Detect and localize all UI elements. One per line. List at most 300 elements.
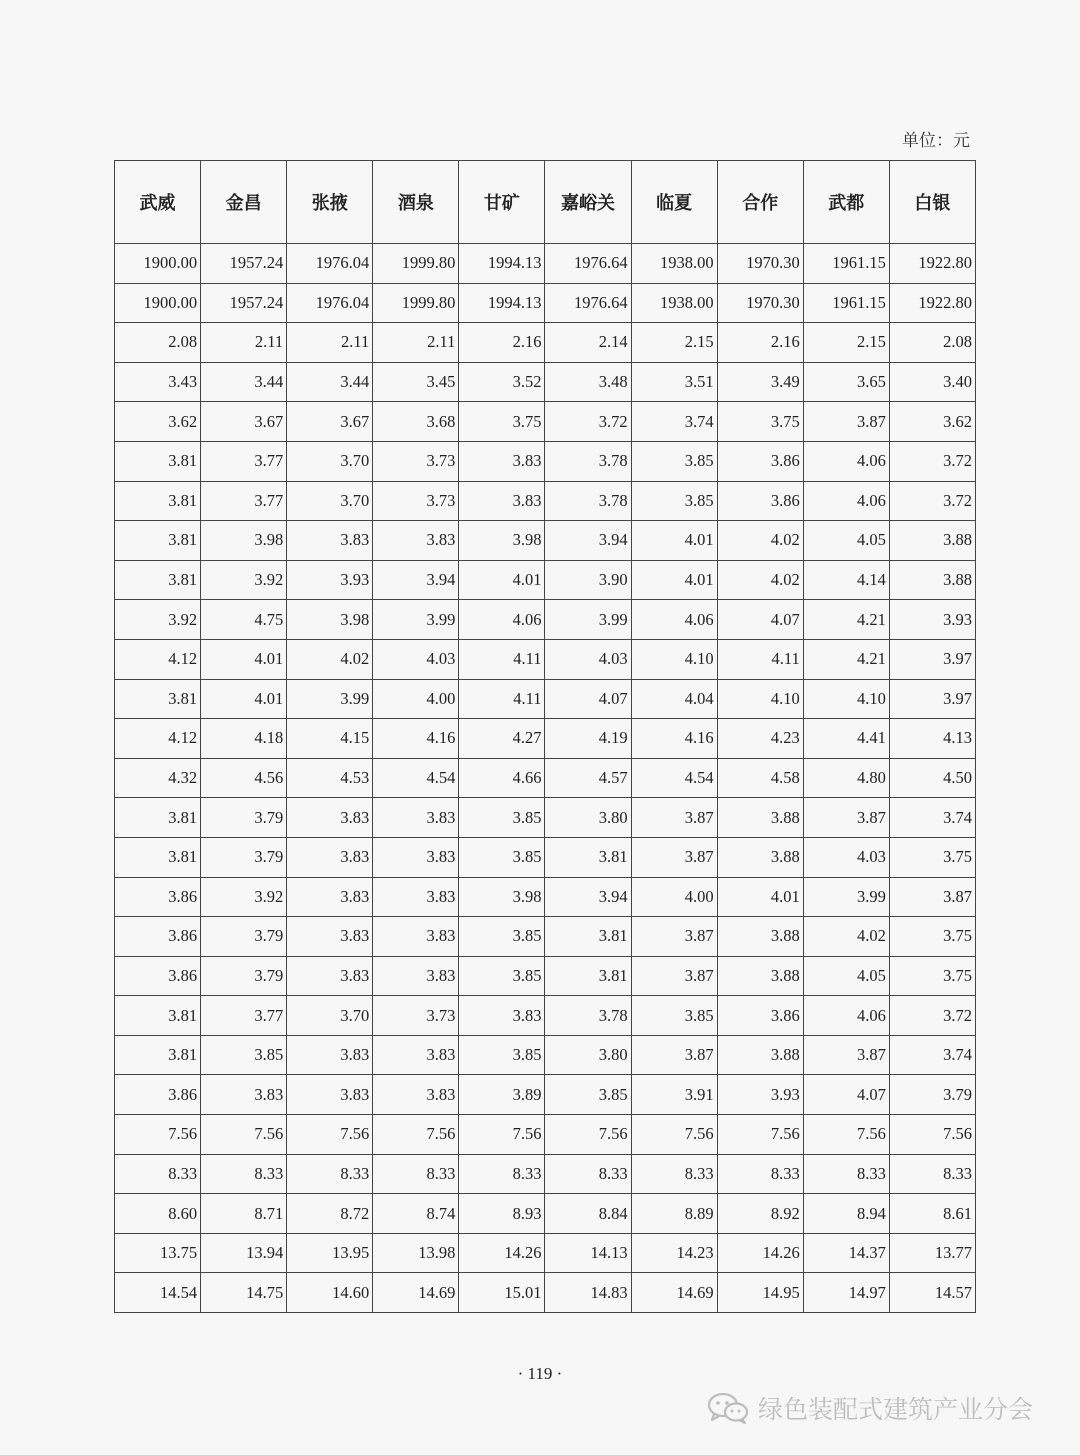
table-cell: 3.78 [545,996,631,1036]
table-row [115,956,976,996]
price-table [114,160,976,1313]
table-cell: 4.06 [803,996,889,1036]
table-cell: 8.33 [717,1154,803,1194]
table-cell: 3.88 [717,917,803,957]
table-cell: 7.56 [631,1115,717,1155]
table-cell: 4.14 [803,560,889,600]
table-cell: 1957.24 [201,283,287,323]
unit-label: 单位：元 [902,131,970,151]
table-cell: 2.08 [889,323,975,363]
table-row [115,1233,976,1273]
table-cell: 3.99 [287,679,373,719]
table-cell: 3.40 [889,362,975,402]
table-cell: 8.33 [373,1154,459,1194]
table-row [115,1035,976,1075]
table-cell: 1970.30 [717,244,803,284]
table-cell: 4.32 [115,758,201,798]
header-cell: 金昌 [201,161,287,244]
table-cell: 3.87 [803,402,889,442]
table-row [115,996,976,1036]
table-cell: 3.81 [115,679,201,719]
table-cell: 3.86 [115,1075,201,1115]
table-cell: 3.87 [631,956,717,996]
table-cell: 3.83 [287,877,373,917]
table-cell: 3.74 [889,798,975,838]
table-cell: 3.75 [889,917,975,957]
table-cell: 15.01 [459,1273,545,1313]
header-cell: 临夏 [631,161,717,244]
header-cell: 嘉峪关 [545,161,631,244]
table-cell: 8.72 [287,1194,373,1234]
table-cell: 1970.30 [717,283,803,323]
table-cell: 3.88 [717,1035,803,1075]
table-cell: 8.71 [201,1194,287,1234]
table-cell: 3.91 [631,1075,717,1115]
table-row [115,1154,976,1194]
header-cell: 武都 [803,161,889,244]
table-cell: 3.97 [889,679,975,719]
table-cell: 3.83 [373,877,459,917]
table-cell: 2.08 [115,323,201,363]
table-cell: 4.02 [287,639,373,679]
table-cell: 3.83 [287,837,373,877]
table-cell: 8.61 [889,1194,975,1234]
table-cell: 3.81 [115,521,201,561]
table-cell: 4.02 [717,560,803,600]
table-cell: 3.81 [545,956,631,996]
table-cell: 7.56 [889,1115,975,1155]
table-cell: 4.01 [631,560,717,600]
table-cell: 4.54 [631,758,717,798]
table-cell: 1976.64 [545,244,631,284]
table-cell: 3.94 [545,521,631,561]
table-cell: 3.70 [287,481,373,521]
table-cell: 3.99 [803,877,889,917]
table-row [115,1273,976,1313]
table-cell: 3.93 [717,1075,803,1115]
table-cell: 4.10 [803,679,889,719]
table-cell: 3.86 [717,996,803,1036]
table-cell: 4.21 [803,639,889,679]
table-cell: 7.56 [717,1115,803,1155]
table-cell: 3.72 [889,996,975,1036]
header-cell: 酒泉 [373,161,459,244]
table-cell: 1994.13 [459,244,545,284]
table-cell: 1999.80 [373,283,459,323]
table-cell: 3.44 [201,362,287,402]
table-cell: 3.83 [201,1075,287,1115]
table-cell: 3.75 [889,956,975,996]
table-cell: 4.06 [803,441,889,481]
table-cell: 3.44 [287,362,373,402]
watermark-text: 绿色装配式建筑产业分会 [758,1395,1034,1424]
table-row [115,560,976,600]
table-cell: 4.01 [631,521,717,561]
table-cell: 4.53 [287,758,373,798]
table-cell: 8.33 [287,1154,373,1194]
table-cell: 4.80 [803,758,889,798]
table-cell: 4.12 [115,639,201,679]
table-cell: 3.89 [459,1075,545,1115]
table-cell: 3.45 [373,362,459,402]
table-cell: 3.79 [201,837,287,877]
header-cell: 武威 [115,161,201,244]
table-cell: 3.83 [287,1075,373,1115]
table-cell: 4.50 [889,758,975,798]
table-cell: 4.10 [631,639,717,679]
table-cell: 8.33 [545,1154,631,1194]
table-row [115,719,976,759]
table-cell: 4.04 [631,679,717,719]
table-cell: 8.74 [373,1194,459,1234]
table-cell: 3.98 [459,521,545,561]
table-row [115,917,976,957]
table-cell: 2.16 [717,323,803,363]
table-cell: 4.05 [803,956,889,996]
table-cell: 7.56 [545,1115,631,1155]
table-cell: 3.75 [459,402,545,442]
table-cell: 3.83 [287,798,373,838]
table-cell: 3.72 [889,441,975,481]
table-cell: 4.18 [201,719,287,759]
table-row [115,1075,976,1115]
table-cell: 4.19 [545,719,631,759]
table-cell: 3.85 [459,917,545,957]
table-cell: 3.88 [717,798,803,838]
table-cell: 4.16 [373,719,459,759]
table-cell: 3.87 [631,1035,717,1075]
table-cell: 3.68 [373,402,459,442]
table-cell: 4.13 [889,719,975,759]
table-cell: 3.81 [115,481,201,521]
table-row [115,521,976,561]
watermark [706,1390,1033,1426]
table-cell: 3.78 [545,481,631,521]
table-cell: 3.88 [889,560,975,600]
table-cell: 7.56 [373,1115,459,1155]
table-cell: 14.60 [287,1273,373,1313]
table-cell: 3.92 [201,877,287,917]
table-cell: 3.51 [631,362,717,402]
table-row [115,877,976,917]
table-cell: 3.99 [373,600,459,640]
table-cell: 3.73 [373,441,459,481]
table-cell: 3.87 [889,877,975,917]
table-cell: 1994.13 [459,283,545,323]
table-cell: 3.86 [115,956,201,996]
table-cell: 2.14 [545,323,631,363]
table-cell: 4.11 [459,679,545,719]
table-cell: 14.75 [201,1273,287,1313]
table-cell: 3.86 [115,877,201,917]
table-cell: 4.01 [201,679,287,719]
table-cell: 4.06 [631,600,717,640]
table-cell: 4.57 [545,758,631,798]
table-cell: 8.89 [631,1194,717,1234]
table-cell: 3.98 [459,877,545,917]
table-cell: 7.56 [201,1115,287,1155]
table-cell: 13.94 [201,1233,287,1273]
table-cell: 4.41 [803,719,889,759]
table-row [115,679,976,719]
table-cell: 3.85 [631,481,717,521]
table-row [115,283,976,323]
table-cell: 3.79 [201,798,287,838]
table-row [115,1115,976,1155]
table-row [115,639,976,679]
table-cell: 8.33 [201,1154,287,1194]
table-cell: 3.99 [545,600,631,640]
table-cell: 4.11 [717,639,803,679]
table-cell: 8.94 [803,1194,889,1234]
table-cell: 8.33 [459,1154,545,1194]
table-cell: 4.06 [459,600,545,640]
table-cell: 3.88 [889,521,975,561]
table-cell: 1999.80 [373,244,459,284]
table-cell: 3.83 [287,956,373,996]
table-row [115,1194,976,1234]
table-cell: 3.92 [201,560,287,600]
table-cell: 14.69 [373,1273,459,1313]
table-cell: 3.85 [459,1035,545,1075]
table-cell: 8.33 [803,1154,889,1194]
table-cell: 3.83 [373,1035,459,1075]
table-cell: 3.70 [287,996,373,1036]
table-cell: 3.98 [287,600,373,640]
table-cell: 1900.00 [115,244,201,284]
table-cell: 3.85 [631,996,717,1036]
table-cell: 4.05 [803,521,889,561]
table-cell: 4.00 [373,679,459,719]
table-cell: 2.15 [803,323,889,363]
table-cell: 3.80 [545,1035,631,1075]
table-cell: 3.87 [803,798,889,838]
table-cell: 4.56 [201,758,287,798]
table-cell: 3.67 [287,402,373,442]
table-cell: 4.02 [803,917,889,957]
table-cell: 3.77 [201,996,287,1036]
table-cell: 3.81 [115,441,201,481]
table-cell: 4.03 [373,639,459,679]
table-cell: 8.33 [631,1154,717,1194]
table-cell: 3.79 [889,1075,975,1115]
table-cell: 14.37 [803,1233,889,1273]
table-cell: 3.72 [545,402,631,442]
table-cell: 3.85 [545,1075,631,1115]
table-cell: 3.83 [373,1075,459,1115]
header-row [115,161,976,244]
table-cell: 3.87 [631,917,717,957]
table-cell: 4.10 [717,679,803,719]
table-row [115,758,976,798]
table-cell: 3.83 [373,956,459,996]
table-cell: 2.11 [201,323,287,363]
table-cell: 3.72 [889,481,975,521]
table-cell: 1922.80 [889,283,975,323]
table-cell: 3.94 [373,560,459,600]
table-cell: 3.83 [287,521,373,561]
table-cell: 3.79 [201,917,287,957]
table-cell: 3.74 [889,1035,975,1075]
table-cell: 3.85 [459,956,545,996]
table-cell: 1961.15 [803,244,889,284]
table-cell: 4.12 [115,719,201,759]
wechat-icon [706,1391,750,1425]
table-cell: 4.00 [631,877,717,917]
table-cell: 14.26 [459,1233,545,1273]
table-cell: 13.95 [287,1233,373,1273]
table-cell: 3.92 [115,600,201,640]
table-cell: 8.33 [115,1154,201,1194]
table-cell: 4.15 [287,719,373,759]
table-cell: 14.13 [545,1233,631,1273]
table-cell: 13.77 [889,1233,975,1273]
table-cell: 7.56 [115,1115,201,1155]
table-cell: 1976.64 [545,283,631,323]
table-cell: 4.11 [459,639,545,679]
table-cell: 3.94 [545,877,631,917]
table-row [115,362,976,402]
table-cell: 3.81 [545,837,631,877]
table-cell: 3.81 [115,837,201,877]
table-cell: 3.78 [545,441,631,481]
table-cell: 3.98 [201,521,287,561]
table-cell: 8.92 [717,1194,803,1234]
table-cell: 14.54 [115,1273,201,1313]
table-row [115,600,976,640]
table-cell: 4.58 [717,758,803,798]
table-cell: 3.87 [631,837,717,877]
table-cell: 2.11 [287,323,373,363]
table-cell: 3.81 [115,1035,201,1075]
table-cell: 3.81 [545,917,631,957]
table-cell: 3.85 [459,798,545,838]
table-cell: 7.56 [459,1115,545,1155]
table-row [115,323,976,363]
header-cell: 甘矿 [459,161,545,244]
table-row [115,481,976,521]
table-cell: 4.03 [803,837,889,877]
table-cell: 8.93 [459,1194,545,1234]
table-cell: 3.83 [459,996,545,1036]
table-cell: 3.83 [373,521,459,561]
table-cell: 3.83 [373,798,459,838]
table-cell: 3.65 [803,362,889,402]
table-cell: 3.93 [889,600,975,640]
table-cell: 14.95 [717,1273,803,1313]
table-cell: 14.57 [889,1273,975,1313]
table-cell: 4.16 [631,719,717,759]
table-cell: 8.60 [115,1194,201,1234]
table-cell: 3.83 [459,441,545,481]
table-cell: 4.27 [459,719,545,759]
table-cell: 3.81 [115,798,201,838]
table-cell: 3.62 [889,402,975,442]
table-cell: 3.62 [115,402,201,442]
table-cell: 1938.00 [631,244,717,284]
table-cell: 4.01 [717,877,803,917]
table-row [115,798,976,838]
table-cell: 1976.04 [287,244,373,284]
table-cell: 3.74 [631,402,717,442]
table-cell: 3.83 [287,917,373,957]
table-cell: 1922.80 [889,244,975,284]
table-cell: 4.07 [545,679,631,719]
table-cell: 3.90 [545,560,631,600]
table-cell: 1938.00 [631,283,717,323]
table-cell: 4.03 [545,639,631,679]
table-cell: 3.75 [717,402,803,442]
table-cell: 3.73 [373,996,459,1036]
table-cell: 1976.04 [287,283,373,323]
table-cell: 14.26 [717,1233,803,1273]
table-row [115,837,976,877]
table-cell: 3.80 [545,798,631,838]
table-cell: 3.87 [631,798,717,838]
table-cell: 3.83 [373,917,459,957]
table-cell: 7.56 [803,1115,889,1155]
table-cell: 3.85 [201,1035,287,1075]
table-cell: 3.43 [115,362,201,402]
table-cell: 3.86 [717,481,803,521]
table-cell: 2.16 [459,323,545,363]
table-cell: 3.93 [287,560,373,600]
table-cell: 1957.24 [201,244,287,284]
table-cell: 4.07 [803,1075,889,1115]
table-cell: 3.81 [115,996,201,1036]
table-cell: 4.54 [373,758,459,798]
table-cell: 3.48 [545,362,631,402]
table-cell: 4.02 [717,521,803,561]
table-cell: 3.70 [287,441,373,481]
table-cell: 14.69 [631,1273,717,1313]
table-cell: 3.88 [717,956,803,996]
table-cell: 14.23 [631,1233,717,1273]
table-cell: 3.83 [287,1035,373,1075]
table-cell: 1900.00 [115,283,201,323]
table-cell: 3.67 [201,402,287,442]
header-cell: 白银 [889,161,975,244]
table-cell: 4.75 [201,600,287,640]
table-cell: 4.23 [717,719,803,759]
table-cell: 2.15 [631,323,717,363]
table-cell: 3.81 [115,560,201,600]
table-cell: 4.01 [459,560,545,600]
table-cell: 13.75 [115,1233,201,1273]
table-cell: 3.49 [717,362,803,402]
table-cell: 4.21 [803,600,889,640]
header-cell: 张掖 [287,161,373,244]
table-cell: 3.86 [717,441,803,481]
table-cell: 14.83 [545,1273,631,1313]
table-cell: 4.01 [201,639,287,679]
table-body [115,244,976,1313]
table-cell: 3.87 [803,1035,889,1075]
table-cell: 2.11 [373,323,459,363]
table-cell: 4.06 [803,481,889,521]
table-cell: 4.07 [717,600,803,640]
table-cell: 3.97 [889,639,975,679]
table-cell: 3.77 [201,481,287,521]
table-cell: 3.52 [459,362,545,402]
table-cell: 8.33 [889,1154,975,1194]
table-cell: 1961.15 [803,283,889,323]
table-cell: 3.86 [115,917,201,957]
table-cell: 3.73 [373,481,459,521]
table-cell: 4.66 [459,758,545,798]
table-cell: 3.85 [631,441,717,481]
table-row [115,244,976,284]
